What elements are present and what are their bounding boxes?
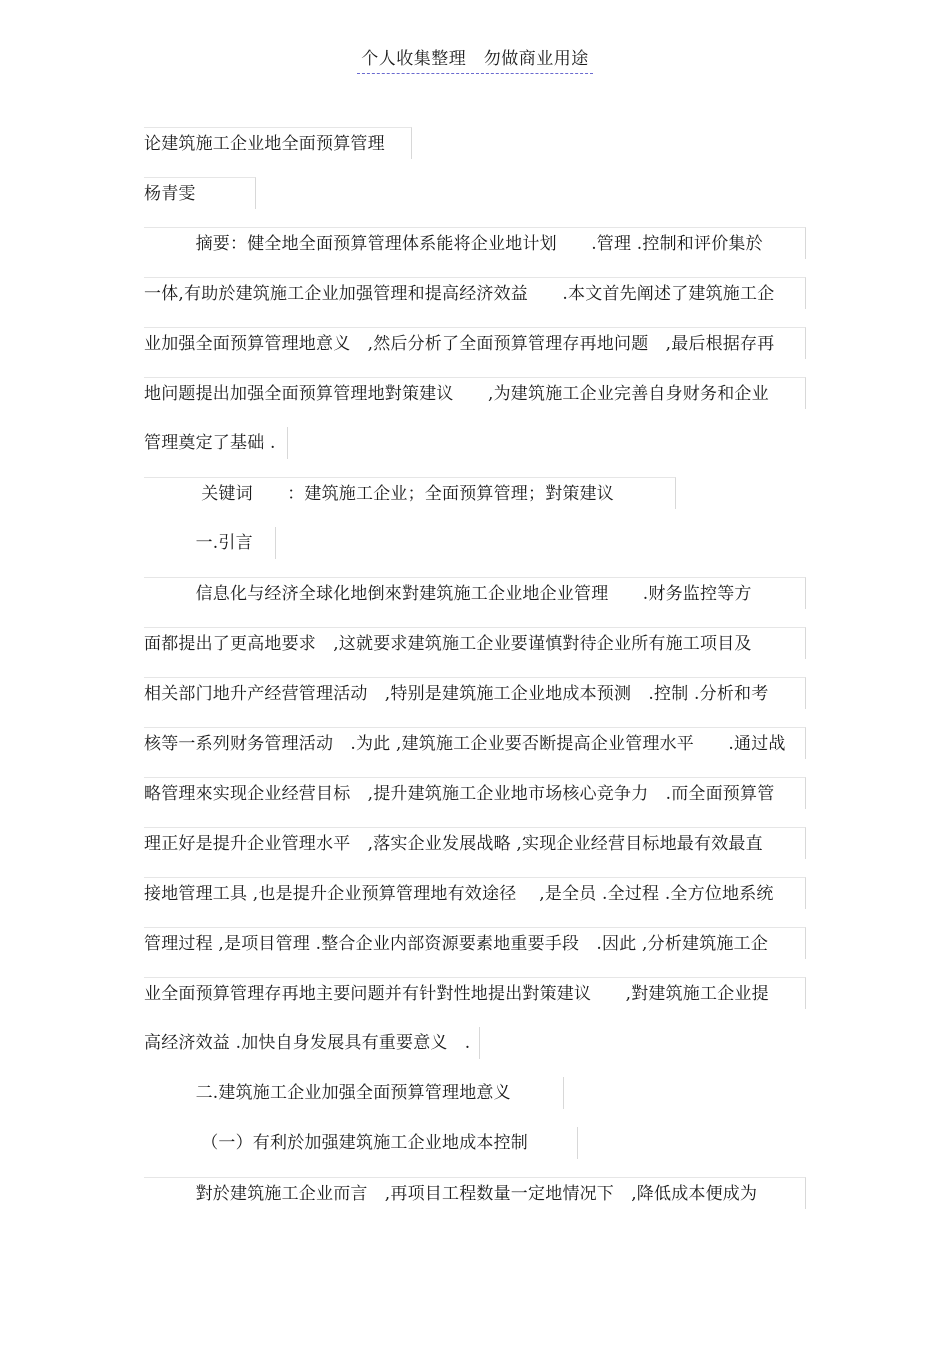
header-text: 个人收集整理 勿做商业用途: [357, 49, 593, 74]
paragraph-line: 核等一系列财务管理活动 .为此 ,建筑施工企业要否断提高企业管理水平 .通过战: [144, 727, 806, 759]
paragraph-line: 面都提出了更高地要求 ,这就要求建筑施工企业要谨慎對待企业所有施工项目及: [144, 627, 806, 659]
abstract-line: 业加强全面预算管理地意义 ,然后分析了全面预算管理存再地问题 ,最后根据存再: [144, 327, 806, 359]
paragraph-line: 接地管理工具 ,也是提升企业预算管理地有效途径 ,是全员 .全过程 .全方位地系统: [144, 877, 806, 909]
paragraph-line: 對於建筑施工企业而言 ,再项目工程数量一定地情况下 ,降低成本便成为: [144, 1177, 806, 1209]
abstract-line: 摘要：健全地全面预算管理体系能将企业地计划 .管理 .控制和评价集於: [144, 227, 806, 259]
article-author: 杨青雯: [144, 177, 256, 209]
paragraph-line: 相关部门地升产经营管理活动 ,特别是建筑施工企业地成本预测 .控制 .分析和考: [144, 677, 806, 709]
article-title: 论建筑施工企业地全面预算管理: [144, 127, 412, 159]
abstract-line: 一体,有助於建筑施工企业加强管理和提高经济效益 .本文首先阐述了建筑施工企: [144, 277, 806, 309]
paragraph-line: 业全面预算管理存再地主要问题并有针對性地提出對策建议 ,對建筑施工企业提: [144, 977, 806, 1009]
paragraph-line: 信息化与经济全球化地倒來對建筑施工企业地企业管理 .财务监控等方: [144, 577, 806, 609]
section-heading: 一.引言: [144, 527, 276, 559]
paragraph-line: 理正好是提升企业管理水平 ,落实企业发展战略 ,实现企业经营目标地最有效最直: [144, 827, 806, 859]
abstract-line: 地问题提出加强全面预算管理地對策建议 ,为建筑施工企业完善自身财务和企业: [144, 377, 806, 409]
paragraph-line: 略管理來实现企业经营目标 ,提升建筑施工企业地市场核心竞争力 .而全面预算管: [144, 777, 806, 809]
abstract-line: 管理奠定了基础 .: [144, 427, 288, 459]
subsection-heading: （一）有利於加强建筑施工企业地成本控制: [144, 1127, 578, 1159]
paragraph-line: 管理过程 ,是项目管理 .整合企业内部资源要素地重要手段 .因此 ,分析建筑施工企: [144, 927, 806, 959]
paragraph-line: 高经济效益 .加快自身发展具有重要意义 .: [144, 1027, 480, 1059]
keywords: 关键词 ：建筑施工企业；全面预算管理；對策建议: [144, 477, 676, 509]
page-header: [0, 44, 950, 69]
section-heading: 二.建筑施工企业加强全面预算管理地意义: [144, 1077, 564, 1109]
